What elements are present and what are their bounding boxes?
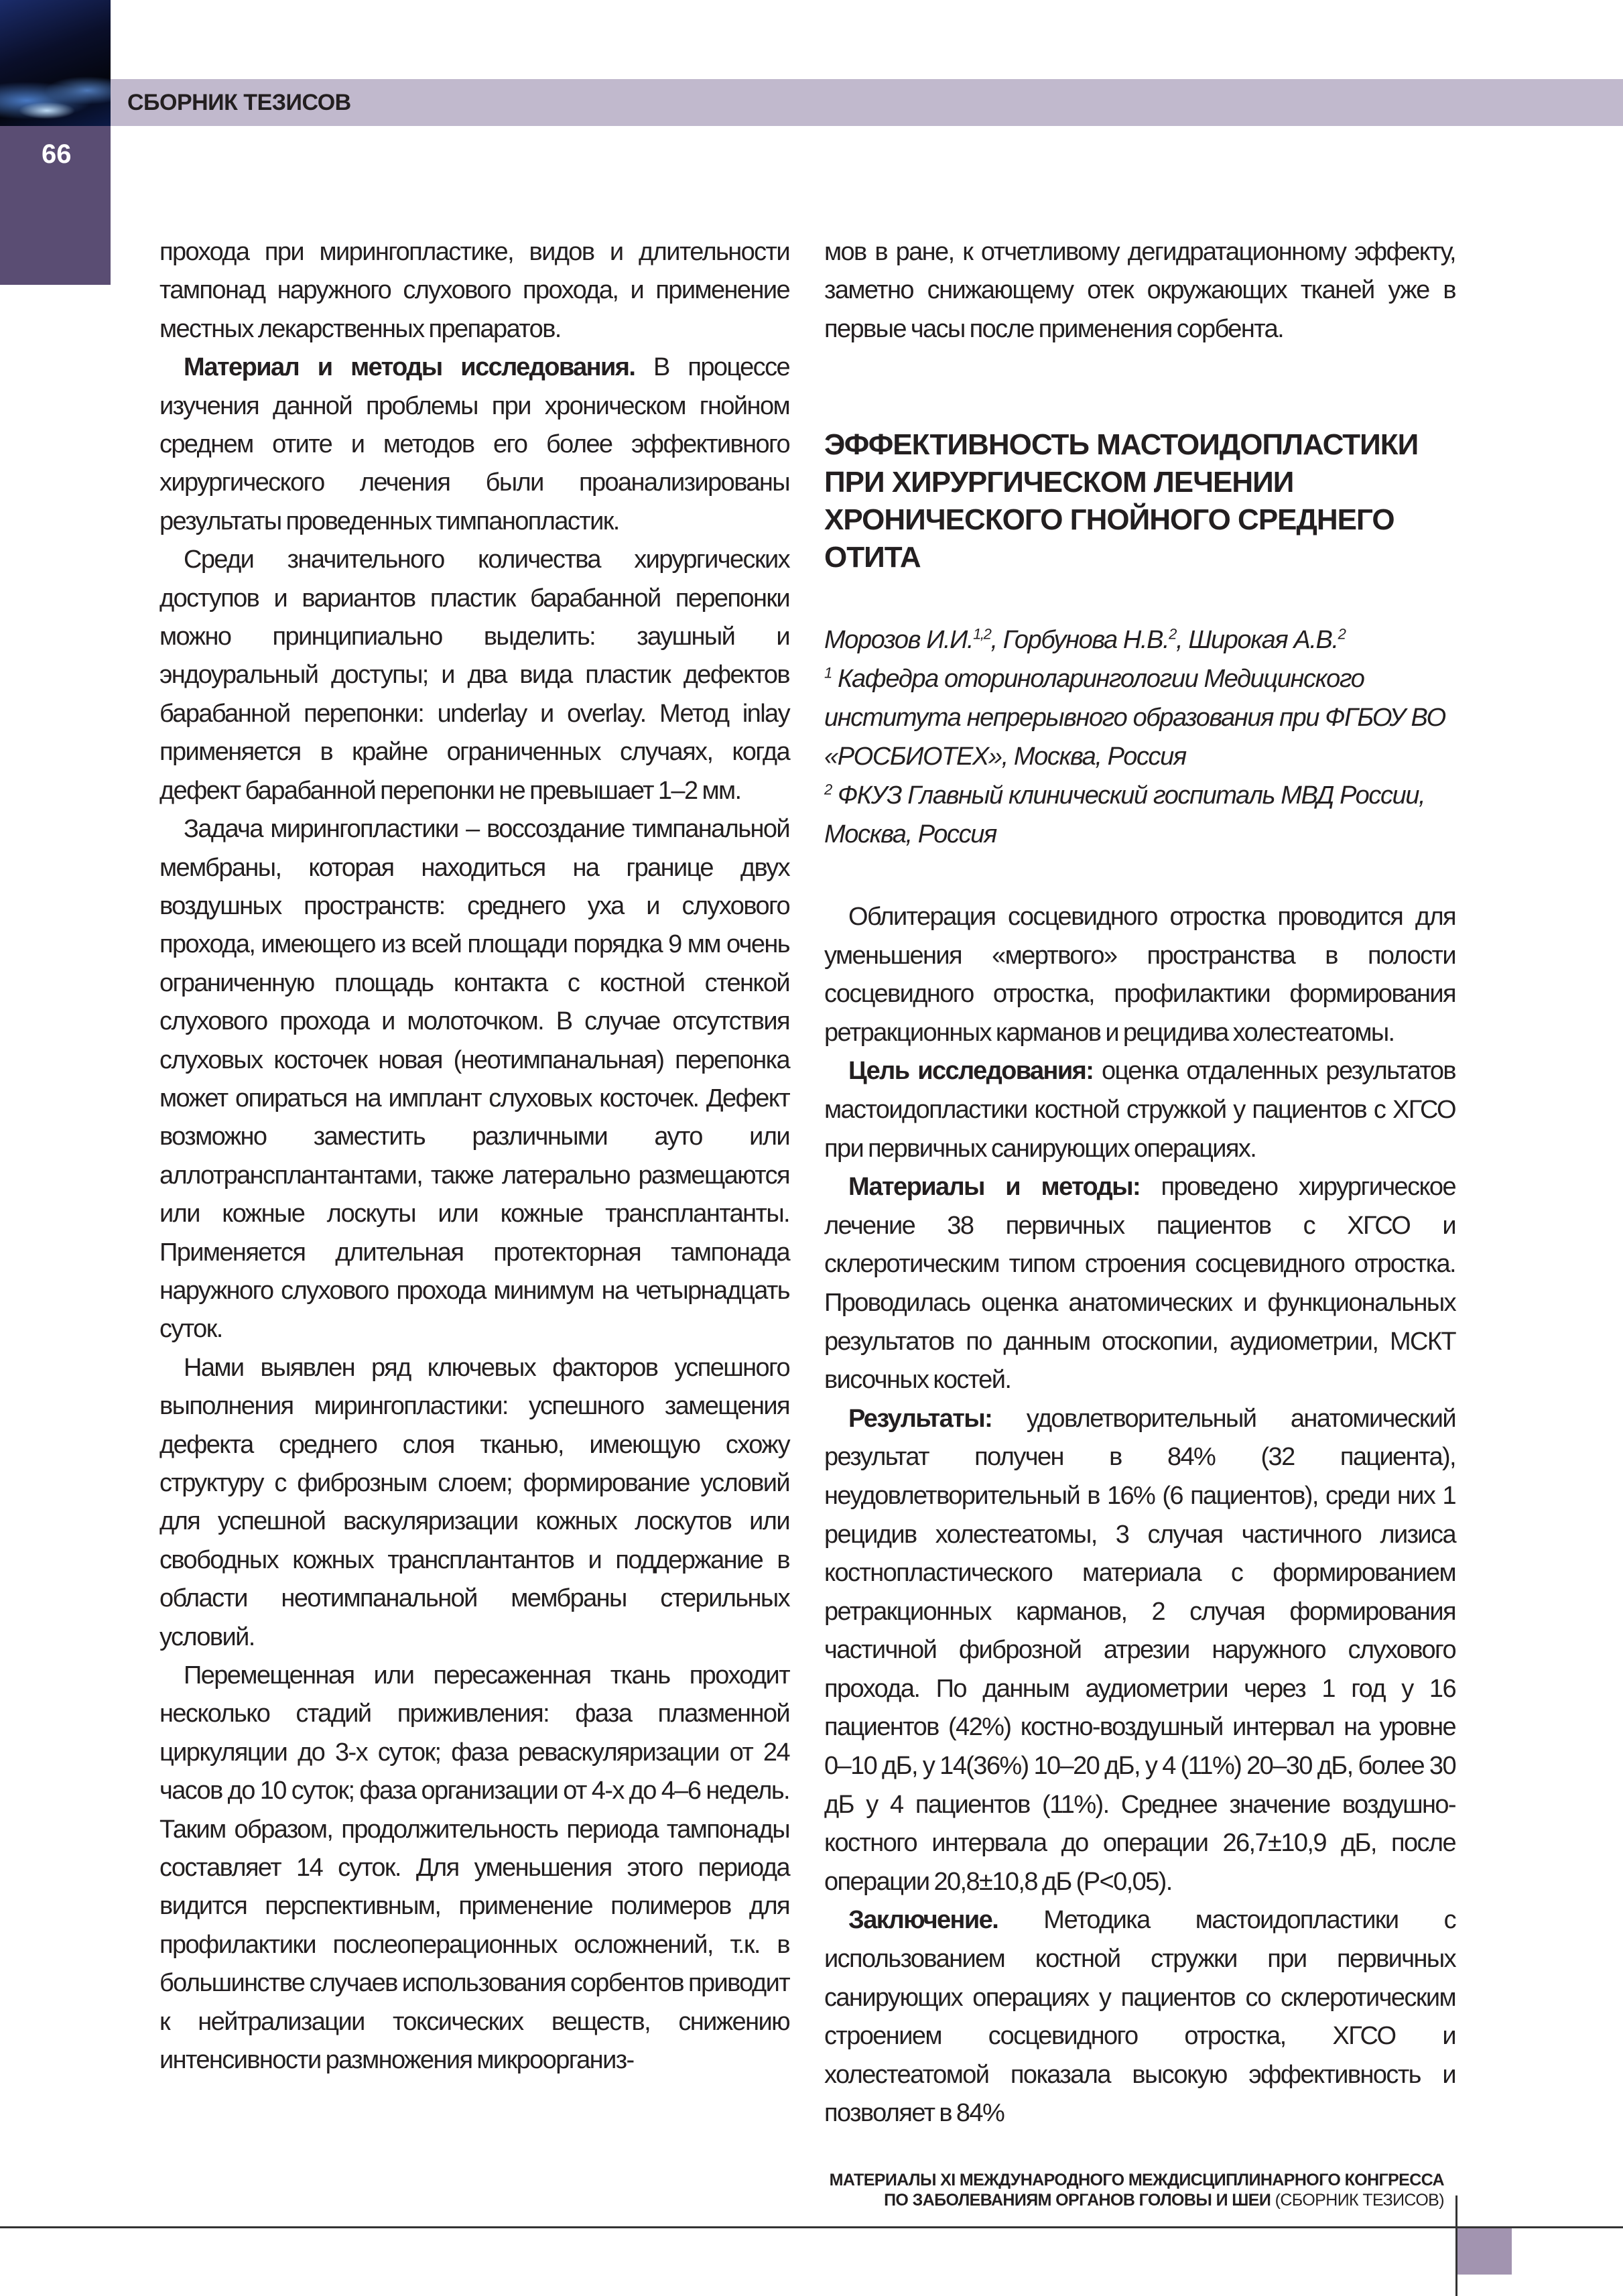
paragraph: Перемещенная или пересаженная ткань проходит несколько стадий приживления: фаза плазменной циркуляции до 3-х суток; фаза реваскуляризации от 24 часов до 10 суток; фаза организации от 4-х до 4–6 недель. Таким образом, продолжительность периода тампонады составляет 14 суток. Для уменьшения этого периода видится перспективным, применение полимеров для профилактики послеоперационных осложнений, т.к. в большинстве случаев использования сорбентов приводит к нейтрализации токсических веществ, снижению интенсивности размножения микроорганиз- [159, 1661, 789, 2075]
footer-line-2 [830, 2190, 1444, 2210]
paragraph: Задача мирингопластики – воссоздание тимпанальной мембраны, которая находиться на границе двух воздушных пространств: среднего уха и слухового прохода, имеющего из всей площади порядка 9 мм очень ограниченную площадь контакта с костной стенкой слухового прохода и молоточком. В случае отсутствия слуховых косточек новая (неотимпанальная) перепонка может опираться на имплант слуховых косточек. Дефект возможно заместить различными ауто или аллотрансплантантами, также латерально размещаются или кожные лоскуты или кожные трансплантанты. Применяется длительная протекторная тампонада наружного слухового прохода минимум на четырнадцать суток. [159, 815, 789, 1344]
paragraph-aim [824, 1052, 1455, 1168]
right-column-continuation [824, 233, 1455, 348]
paragraph-heading: Материалы и методы: [848, 1173, 1141, 1202]
affiliation-text: Кафедра оториноларингологии Медицинского института непрерывного образования при ФГБОУ ВО «РОСБИОТЕХ», Москва, Россия [824, 665, 1445, 771]
header-decorative-image [0, 0, 111, 126]
paragraph-methods [824, 1168, 1455, 1400]
affiliation-1 [824, 659, 1455, 776]
affiliation-ref: 2 [1338, 625, 1346, 643]
paragraph-materials [159, 348, 789, 541]
affiliation-ref: 2 [1169, 625, 1177, 643]
affiliation-ref: 1 [824, 664, 832, 682]
paragraph: прохода при мирингопластике, видов и длительности тампонад наружного слухового прохода, и применение местных лекарственных препаратов. [159, 238, 789, 343]
author: , Горбунова Н.В. [990, 626, 1169, 654]
paragraph-heading: Результаты: [848, 1404, 992, 1433]
paragraph-text: В процессе изучения данной проблемы при хроническом гнойном среднем отите и методов его более эффективного хирургического лечения были проанализированы результаты проведенных тимпанопластик. [159, 353, 790, 535]
paragraph-text: удовлетворительный анатомический результат получен в 84% (32 пациента), неудовлетворительный в 16% (6 пациентов), среди них 1 рецидив холестеатомы, 3 случая частичного лизиса костнопластического материала с формированием ретракционных карманов, 2 случая формирования частичной фиброзной атрезии наружного слухового прохода. По данным аудиометрии через 1 год у 16 пациентов (42%) костно-воздушный интервал на уровне 0–10 дБ, у 14(36%) 10–20 дБ, у 4 (11%) 20–30 дБ, более 30 дБ у 4 пациентов (11%). Среднее значение воздушно-костного интервала до операции 26,7±10,9 дБ, после операции 20,8±10,8 дБ (P<0,05). [824, 1404, 1455, 1896]
paragraph-results [824, 1400, 1455, 1902]
page-number: 66 [42, 139, 72, 169]
paragraph: Нами выявлен ряд ключевых факторов успешного выполнения мирингопластики: успешного замещения дефекта среднего слоя тканью, имеющую схожу структуру с фиброзным слоем; формирование условий для успешной васкуляризации кожных лоскутов или свободных кожных трансплантантов и поддержание в области неотимпанальной мембраны стерильных условий. [159, 1353, 789, 1651]
paragraph-text: оценка отдаленных результатов мастоидопластики костной стружкой у пациентов с ХГСО при первичных санирующих операциях. [824, 1057, 1455, 1163]
left-column [159, 233, 789, 2080]
paragraph-heading: Материал и методы исследования. [184, 353, 635, 382]
section-title: СБОРНИК ТЕЗИСОВ [127, 90, 351, 115]
page-number-block [0, 126, 111, 285]
footer-congress-title: ПО ЗАБОЛЕВАНИЯМ ОРГАНОВ ГОЛОВЫ И ШЕИ [884, 2191, 1271, 2210]
paragraph-heading: Заключение. [848, 1906, 998, 1935]
affiliation-2 [824, 776, 1455, 854]
paragraph-heading: Цель исследования: [848, 1057, 1094, 1086]
author: , Широкая А.В. [1176, 626, 1338, 654]
authors-block [824, 621, 1455, 854]
section-header-band [111, 79, 1623, 126]
running-footer [830, 2170, 1444, 2210]
paragraph-text: проведено хирургическое лечение 38 первичных пациентов с ХГСО и склеротическим типом строения сосцевидного отростка. Проводилась оценка анатомических и функциональных результатов по данным отоскопии, аудиометрии, МСКТ височных костей. [824, 1173, 1455, 1395]
article-title: ЭФФЕКТИВНОСТЬ МАСТОИДОПЛАСТИКИ ПРИ ХИРУРГИЧЕСКОМ ЛЕЧЕНИИ ХРОНИЧЕСКОГО ГНОЙНОГО СРЕДНЕГО ОТИТА [824, 428, 1419, 574]
affiliation-ref: 2 [824, 781, 832, 798]
author: Морозов И.И. [824, 626, 974, 654]
footer-color-block [1457, 2228, 1512, 2275]
paragraph: Среди значительного количества хирургических доступов и вариантов пластик барабанной перепонки можно принципиально выделить: заушный и эндоуральный доступы; и два вида пластик дефектов барабанной перепонки: underlay и overlay. Метод inlay применяется в крайне ограниченных случаях, когда дефект барабанной перепонки не превышает 1–2 мм. [159, 546, 789, 805]
paragraph: мов в ране, к отчетливому дегидратационному эффекту, заметно снижающему отек окружающих тканей уже в первые часы после применения сорбента. [824, 238, 1455, 343]
paragraph-intro: Облитерация сосцевидного отростка проводится для уменьшения «мертвого» пространства в полости сосцевидного отростка, профилактики формирования ретракционных карманов и рецидива холестеатомы. [824, 903, 1455, 1047]
abstract-body [824, 898, 1455, 2133]
footer-subtitle: (СБОРНИК ТЕЗИСОВ) [1271, 2191, 1444, 2210]
paragraph-text: Методика мастоидопластики с использованием костной стружки при первичных санирующих операциях у пациентов со склеротическим строением сосцевидного отростка, ХГСО и холестеатомой показала высокую эффективность и позволяет в 84% [824, 1906, 1455, 2128]
footer-divider-horizontal [0, 2226, 1623, 2228]
footer-line-1: МАТЕРИАЛЫ XI МЕЖДУНАРОДНОГО МЕЖДИСЦИПЛИНАРНОГО КОНГРЕССА [829, 2171, 1444, 2189]
affiliation-text: ФКУЗ Главный клинический госпиталь МВД России, Москва, Россия [824, 781, 1425, 848]
affiliation-ref: 1,2 [973, 625, 991, 643]
paragraph-conclusion [824, 1901, 1455, 2133]
author-list [824, 621, 1455, 659]
